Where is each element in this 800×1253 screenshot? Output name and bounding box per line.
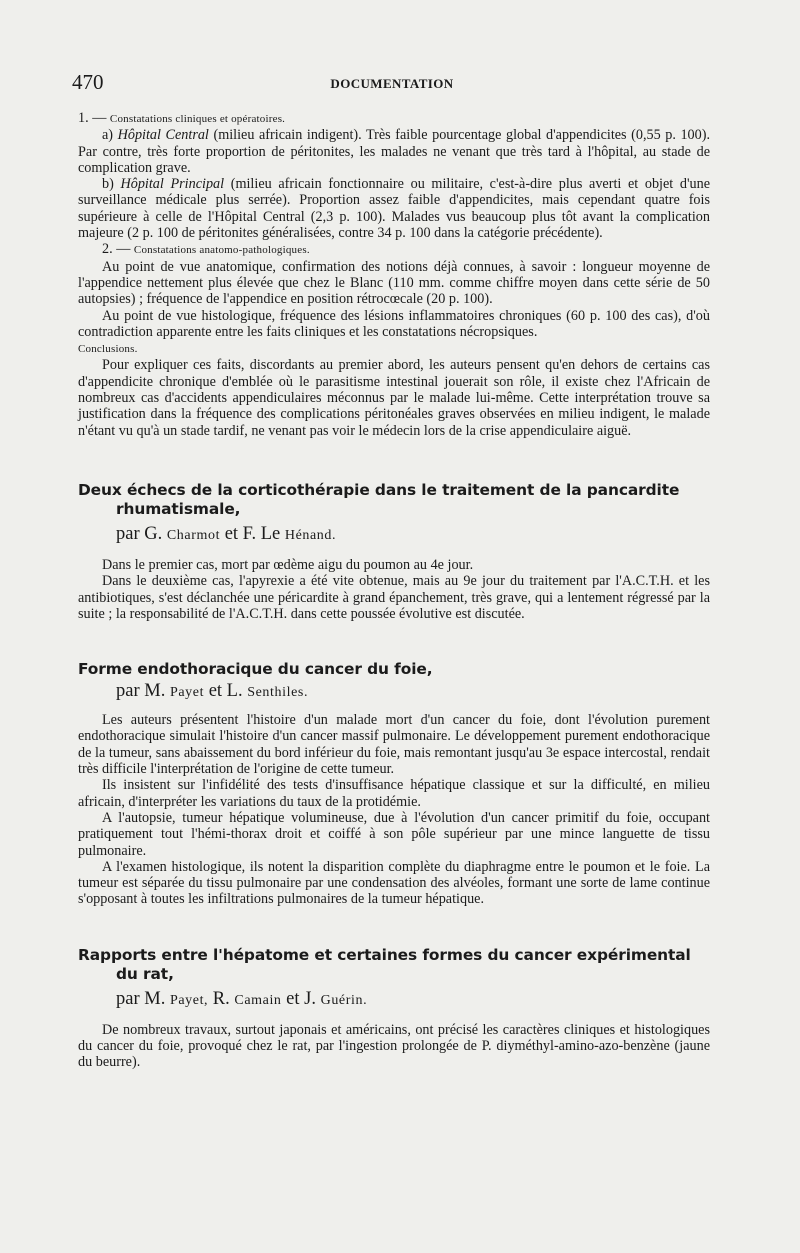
article-1-author-1: Charmot — [166, 527, 221, 543]
section-2-number: 2. — — [102, 241, 131, 258]
paragraph-b-label: b) — [102, 176, 114, 193]
byline-par: par M. — [116, 988, 166, 1009]
article-2-paragraph-2: Ils insistent sur l'infidélité des tests d'insuffisance hépatique classique et sur la difficulté, en milieu africain, d'interpréter les variations du taux de la protidémie. — [78, 777, 710, 810]
article-2-paragraph-4: A l'examen histologique, ils notent la disparition complète du diaphragme entre le poumon et le foie. La tumeur est séparée du tissu pulmonaire par une condensation des alvéoles, formant une sorte de lame continue s'opposant à toutes les infiltrations pulmonaires de la tumeur hépatique. — [78, 858, 710, 908]
byline-initial: R. — [212, 988, 230, 1009]
hopital-central-name: Hôpital Central — [117, 127, 209, 144]
section-1-heading — [78, 110, 710, 127]
section-2-paragraph-2: Au point de vue histologique, fréquence des lésions inflammatoires chroniques (60 p. 100 des cas), d'où contradiction apparente entre les faits cliniques et les constatations nécropsiques. — [78, 307, 710, 340]
paragraph-a-text: (milieu africain indigent). Très faible pourcentage global d'appendicites (0,55 p. 100). Par contre, très forte proportion de péritonites, les malades ne venant que très tard à l'hôpital, au stade de complication grave. — [78, 127, 711, 176]
article-2-paragraph-1: Les auteurs présentent l'histoire d'un malade mort d'un cancer du foie, dont l'évolution purement endothoracique simulait l'histoire d'un cancer massif pulmonaire. Le développement purement endothoracique de la tumeur, sans abaissement du bord inférieur du foie, mais remontant jusqu'au 3e espace intercostal, rendait très difficile l'interprétation de l'origine de cette tumeur. — [78, 712, 710, 778]
byline-and: et L. — [208, 681, 243, 702]
spacer — [78, 622, 710, 660]
article-3-paragraph-1: De nombreux travaux, surtout japonais et américains, ont précisé les caractères cliniques et histologiques du cancer du foie, provoqué chez le rat, par l'ingestion prolongée de P. diyméthyl-amino-azo-benzène (jaune du beurre). — [78, 1021, 710, 1071]
article-2-byline — [116, 680, 710, 704]
conclusions-heading — [78, 340, 710, 357]
byline-and: et J. — [286, 988, 316, 1009]
article-3-author-1: Payet, — [169, 992, 209, 1008]
article-1-author-2: Hénand. — [284, 527, 337, 543]
paragraph-a-label: a) — [102, 127, 114, 144]
section-2-title: Constatations anatomo-pathologiques. — [133, 244, 310, 257]
conclusions-title: Conclusions. — [78, 343, 138, 356]
article-2-title: Forme endothoracique du cancer du foie, — [78, 660, 433, 679]
article-1-byline — [116, 523, 710, 547]
byline-par: par G. — [116, 523, 163, 544]
byline-par: par M. — [116, 681, 166, 702]
article-3-title — [78, 946, 710, 984]
article-2-paragraph-3: A l'autopsie, tumeur hépatique volumineuse, due à l'évolution d'un cancer primitif du foie, occupant pratiquement tout l'hémi-thorax droit et coiffé à son pôle supérieur par une mince languette de tissu pulmonaire. — [78, 809, 710, 859]
article-3-byline — [116, 988, 710, 1012]
page-body — [78, 110, 710, 1071]
section-1-number: 1. — — [78, 110, 107, 126]
section-1-title: Constatations cliniques et opératoires. — [109, 113, 286, 125]
section-1-paragraph-b — [78, 176, 710, 241]
conclusions-paragraph: Pour expliquer ces faits, discordants au premier abord, les auteurs pensent qu'en dehors de certains cas d'appendicite chronique d'emblée où le parasitisme intestinal jouerait son rôle, il existe chez l'Africain de nombreux cas d'accidents appendiculaires méconnus par le malade lui-même. Cette interprétation trouve sa justification dans la fréquence des complications péritonéales graves observées en milieu indigent, le malade n'étant vu qu'à un stade tardif, ne venant pas voir le médecin lors de la crise appendiculaire aiguë. — [78, 357, 710, 439]
section-2-heading — [78, 241, 710, 258]
spacer — [78, 908, 710, 946]
byline-and: et F. Le — [224, 523, 281, 544]
article-1-paragraph-1: Dans le premier cas, mort par œdème aigu du poumon au 4e jour. — [102, 556, 474, 573]
running-title: DOCUMENTATION — [330, 76, 454, 91]
article-1-paragraph-2: Dans le deuxième cas, l'apyrexie a été vite obtenue, mais au 9e jour du traitement par l'A.C.T.H. et les antibiotiques, s'est déclanchée une péricardite à grand épanchement, très grave, qui a lentement régressé par la suite ; la responsabilité de l'A.C.T.H. dans cette poussée évolutive est discutée. — [78, 573, 710, 622]
section-1-paragraph-a — [78, 127, 710, 176]
article-1-title — [78, 481, 710, 519]
article-3-author-2: Camain — [234, 992, 282, 1008]
article-1-title-line-1: Deux échecs de la corticothérapie dans le traitement de la pancardite — [78, 480, 680, 499]
article-3-title-line-1: Rapports entre l'hépatome et certaines formes du cancer expérimental — [78, 945, 691, 964]
hopital-principal-name: Hôpital Principal — [120, 176, 225, 193]
article-2-author-2: Senthiles. — [247, 685, 309, 701]
section-2-paragraph-1: Au point de vue anatomique, confirmation des notions déjà connues, à savoir : longueur moyenne de l'appendice nettement plus élevée que chez le Blanc (110 mm. comme chiffre moyen dans cette série de 50 autopsies) ; fréquence de l'appendice en position rétrocœcale (20 p. 100). — [78, 258, 710, 308]
article-2-author-1: Payet — [169, 685, 205, 701]
article-3-title-line-2: du rat, — [116, 964, 174, 983]
article-3-author-3: Guérin. — [320, 992, 368, 1008]
spacer — [78, 439, 710, 481]
article-1-title-line-2: rhumatismale, — [116, 499, 241, 518]
page-number: 470 — [72, 70, 104, 94]
paragraph-b-text: (milieu africain fonctionnaire ou militaire, c'est-à-dire plus averti et objet d'une surveillance médicale plus serrée). Proportion assez faible d'appendicites, mais cependant quatre fois supérieure à celle de l'Hôpital Central (2,3 p. 100). Malades vus beaucoup plus tôt avant la complication majeure (2 p. 100 de péritonites généralisées, contre 34 p. 100 dans la catégorie précédente). — [78, 176, 711, 242]
page-header — [72, 70, 712, 94]
